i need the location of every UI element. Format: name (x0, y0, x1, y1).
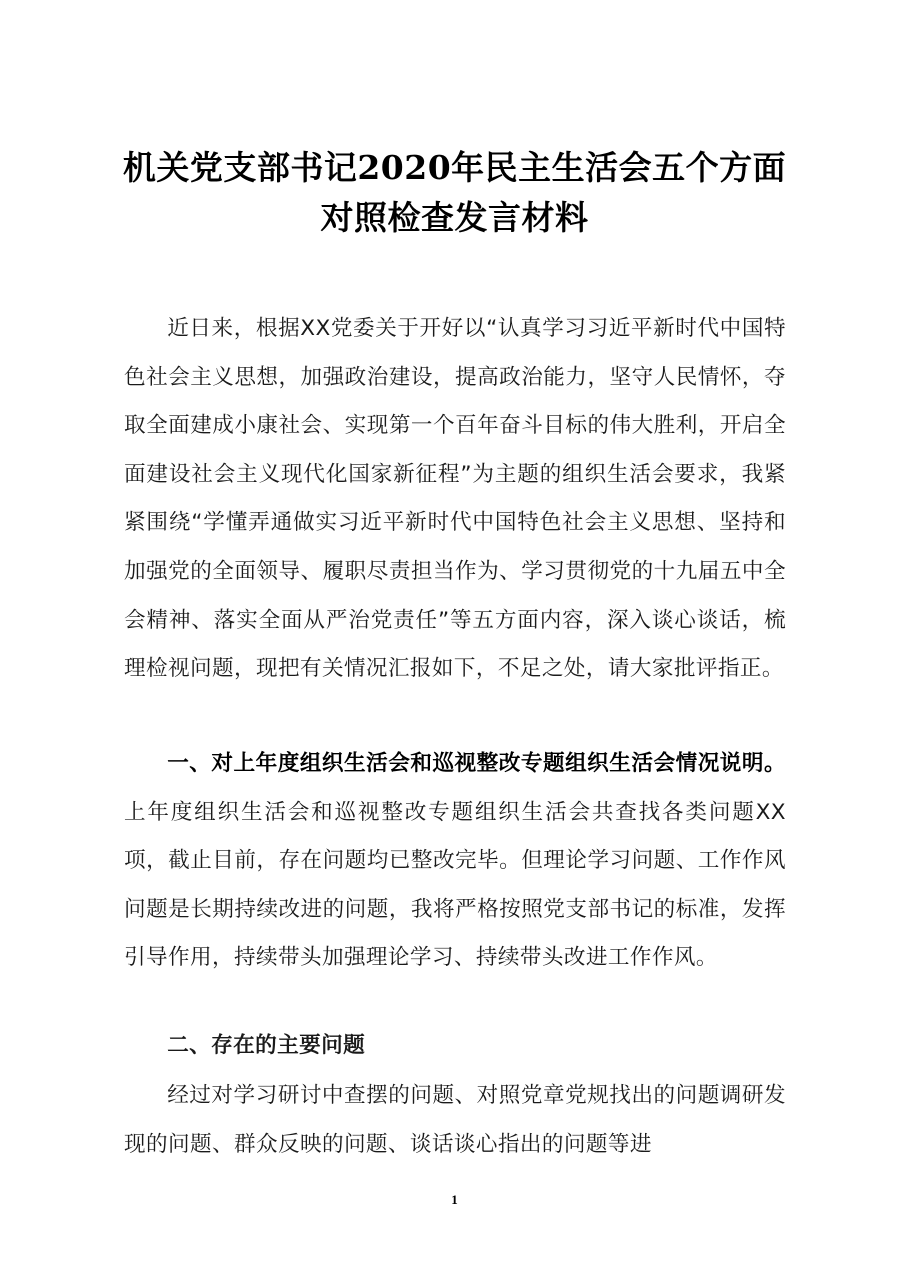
section-1-heading: 一、对上年度组织生活会和巡视整改专题组织生活会情况说明。 (167, 751, 786, 776)
intro-paragraph: 近日来，根据XX党委关于开好以“认真学习习近平新时代中国特色社会主义思想，加强政治建设，提高政治能力，坚守人民情怀，夺取全面建成小康社会、实现第一个百年奋斗目标的伟大胜利，开启全面建设社会主义现代化国家新征程”为主题的组织生活会要求，我紧紧围绕“学懂弄通做实习近平新时代中国特色社会主义思想、坚持和加强党的全面领导、履职尽责担当作为、学习贯彻党的十九届五中全会精神、落实全面从严治党责任”等五方面内容，深入谈心谈话，梳理检视问题，现把有关情况汇报如下，不足之处，请大家批评指正。 (124, 316, 786, 682)
section-2-heading: 二、存在的主要问题 (167, 1033, 366, 1058)
document-title-line-1: 机关党支部书记2020年民主生活会五个方面 (122, 148, 787, 187)
page-number: 1 (451, 1192, 458, 1207)
section-1-body: 上年度组织生活会和巡视整改专题组织生活会共查找各类问题XX项，截止目前，存在问题均已整改完毕。但理论学习问题、工作作风问题是长期持续改进的问题，我将严格按照党支部书记的标准，发挥引导作用，持续带头加强理论学习、持续带头改进工作作风。 (124, 799, 786, 971)
section-2-paragraph: 经过对学习研讨中查摆的问题、对照党章党规找出的问题调研发现的问题、群众反映的问题、谈话谈心指出的问题等进 (124, 1083, 786, 1157)
section-1-paragraph (124, 740, 786, 983)
document-title-line-2: 对照检查发言材料 (320, 198, 589, 237)
